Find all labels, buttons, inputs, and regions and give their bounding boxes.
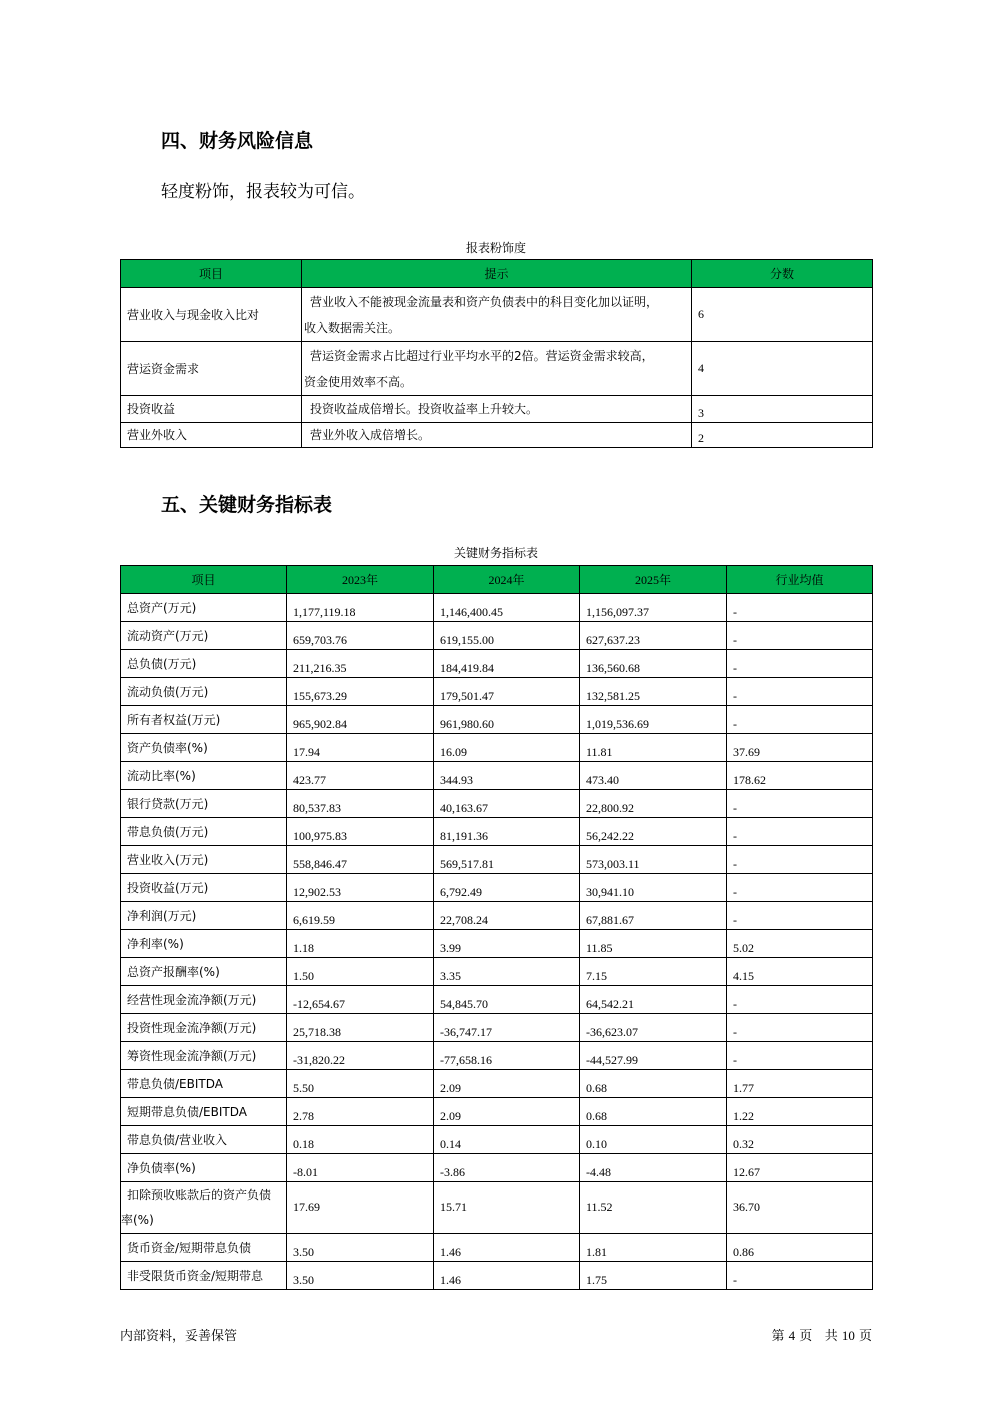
kpi-2024: 1,146,400.45 xyxy=(434,594,580,622)
kpi-2023: 80,537.83 xyxy=(287,790,434,818)
table-row xyxy=(121,930,873,958)
kpi-item: 净利润(万元) xyxy=(121,902,287,930)
kpi-item: 资产负债率(%) xyxy=(121,734,287,762)
kpi-2025: 1.81 xyxy=(580,1234,727,1262)
kpi-item: 流动比率(%) xyxy=(121,762,287,790)
kpi-2024: 0.14 xyxy=(434,1126,580,1154)
kpi-2023: 100,975.83 xyxy=(287,818,434,846)
risk-table-header xyxy=(121,260,873,288)
page-unit: 页 xyxy=(799,1329,813,1344)
kpi-2025: -4.48 xyxy=(580,1154,727,1182)
kpi-item: 总资产报酬率(%) xyxy=(121,958,287,986)
kpi-2024: 961,980.60 xyxy=(434,706,580,734)
kpi-industry-avg: - xyxy=(727,1014,873,1042)
kpi-2025: 1,156,097.37 xyxy=(580,594,727,622)
header-2023: 2023年 xyxy=(287,566,434,594)
kpi-2025: 11.85 xyxy=(580,930,727,958)
table-row xyxy=(121,818,873,846)
risk-hint-line: 营业外收入成倍增长。 xyxy=(310,427,431,442)
kpi-2023: 6,619.59 xyxy=(287,902,434,930)
kpi-2024: 619,155.00 xyxy=(434,622,580,650)
table-row xyxy=(121,1182,873,1234)
kpi-2025: 56,242.22 xyxy=(580,818,727,846)
table-row xyxy=(121,1070,873,1098)
kpi-item: 投资收益(万元) xyxy=(121,874,287,902)
footer-confidential: 内部资料，妥善保管 xyxy=(120,1329,238,1344)
kpi-table-caption: 关键财务指标表 xyxy=(453,546,538,560)
kpi-industry-avg: - xyxy=(727,706,873,734)
kpi-2023: 1.18 xyxy=(287,930,434,958)
risk-hint xyxy=(302,396,692,423)
risk-item: 营运资金需求 xyxy=(121,342,302,396)
kpi-2024: 179,501.47 xyxy=(434,678,580,706)
kpi-2024: 569,517.81 xyxy=(434,846,580,874)
kpi-2023: 3.50 xyxy=(287,1234,434,1262)
table-row xyxy=(121,762,873,790)
kpi-industry-avg: - xyxy=(727,818,873,846)
table-row xyxy=(121,1042,873,1070)
kpi-2025: 1.75 xyxy=(580,1262,727,1290)
risk-score: 3 xyxy=(692,396,873,423)
table-row xyxy=(121,423,873,448)
kpi-2024: 81,191.36 xyxy=(434,818,580,846)
kpi-item: 带息负债(万元) xyxy=(121,818,287,846)
kpi-industry-avg: - xyxy=(727,1042,873,1070)
risk-item: 投资收益 xyxy=(121,396,302,423)
kpi-industry-avg: - xyxy=(727,846,873,874)
kpi-2024: 16.09 xyxy=(434,734,580,762)
table-row xyxy=(121,958,873,986)
kpi-2025: 0.68 xyxy=(580,1070,727,1098)
table-row xyxy=(121,1154,873,1182)
table-row xyxy=(121,902,873,930)
kpi-2023: 2.78 xyxy=(287,1098,434,1126)
kpi-2024: -36,747.17 xyxy=(434,1014,580,1042)
kpi-2023: 558,846.47 xyxy=(287,846,434,874)
kpi-2025: 22,800.92 xyxy=(580,790,727,818)
kpi-2025: 1,019,536.69 xyxy=(580,706,727,734)
kpi-2025: 64,542.21 xyxy=(580,986,727,1014)
risk-summary: 轻度粉饰，报表较为可信。 xyxy=(161,182,365,202)
kpi-item-line: 扣除预收账款后的资产负债 xyxy=(127,1188,272,1202)
kpi-item: 非受限货币资金/短期带息 xyxy=(121,1262,287,1290)
risk-hint xyxy=(302,342,692,396)
risk-score: 2 xyxy=(692,423,873,448)
kpi-2025: -36,623.07 xyxy=(580,1014,727,1042)
table-row xyxy=(121,650,873,678)
kpi-2025: 11.81 xyxy=(580,734,727,762)
risk-hint-line: 营业收入不能被现金流量表和资产负债表中的科目变化加以证明， xyxy=(310,294,659,309)
total-unit: 页 xyxy=(858,1329,872,1344)
table-row xyxy=(121,986,873,1014)
kpi-industry-avg: - xyxy=(727,1262,873,1290)
kpi-2024: 22,708.24 xyxy=(434,902,580,930)
table-row xyxy=(121,734,873,762)
kpi-industry-avg: 36.70 xyxy=(727,1182,873,1234)
kpi-industry-avg: 12.67 xyxy=(727,1154,873,1182)
kpi-item-line: 率(%) xyxy=(121,1213,154,1227)
kpi-item: 投资性现金流净额(万元) xyxy=(121,1014,287,1042)
total-prefix: 共 xyxy=(824,1329,838,1344)
kpi-2023: -8.01 xyxy=(287,1154,434,1182)
kpi-industry-avg: - xyxy=(727,594,873,622)
table-row xyxy=(121,790,873,818)
kpi-industry-avg: 37.69 xyxy=(727,734,873,762)
risk-table-caption: 报表粉饰度 xyxy=(465,241,526,255)
kpi-industry-avg: 178.62 xyxy=(727,762,873,790)
table-row xyxy=(121,342,873,396)
kpi-2023: 423.77 xyxy=(287,762,434,790)
kpi-2023: -12,654.67 xyxy=(287,986,434,1014)
kpi-2023: 965,902.84 xyxy=(287,706,434,734)
risk-table xyxy=(120,259,873,448)
risk-score: 4 xyxy=(692,342,873,396)
kpi-industry-avg: - xyxy=(727,986,873,1014)
kpi-item: 净利率(%) xyxy=(121,930,287,958)
kpi-2023: 211,216.35 xyxy=(287,650,434,678)
table-row xyxy=(121,874,873,902)
kpi-2024: 2.09 xyxy=(434,1070,580,1098)
kpi-2025: 0.10 xyxy=(580,1126,727,1154)
kpi-item: 带息负债/营业收入 xyxy=(121,1126,287,1154)
table-row xyxy=(121,396,873,423)
kpi-2024: 3.99 xyxy=(434,930,580,958)
table-row xyxy=(121,1234,873,1262)
section5-title: 五、关键财务指标表 xyxy=(161,494,333,516)
table-row xyxy=(121,594,873,622)
kpi-item xyxy=(121,1182,287,1234)
kpi-table-header xyxy=(121,566,873,594)
table-row xyxy=(121,288,873,342)
kpi-2023: 659,703.76 xyxy=(287,622,434,650)
kpi-2024: -3.86 xyxy=(434,1154,580,1182)
kpi-item: 短期带息负债/EBITDA xyxy=(121,1098,287,1126)
kpi-item: 总负债(万元) xyxy=(121,650,287,678)
kpi-industry-avg: 4.15 xyxy=(727,958,873,986)
kpi-2025: 627,637.23 xyxy=(580,622,727,650)
kpi-2023: 12,902.53 xyxy=(287,874,434,902)
table-row xyxy=(121,846,873,874)
header-item: 项目 xyxy=(121,260,302,288)
header-2024: 2024年 xyxy=(434,566,580,594)
risk-item: 营业外收入 xyxy=(121,423,302,448)
risk-hint xyxy=(302,423,692,448)
header-item: 项目 xyxy=(121,566,287,594)
header-2025: 2025年 xyxy=(580,566,727,594)
kpi-item: 货币资金/短期带息负债 xyxy=(121,1234,287,1262)
table-row xyxy=(121,1098,873,1126)
kpi-2023: 3.50 xyxy=(287,1262,434,1290)
kpi-2024: 3.35 xyxy=(434,958,580,986)
kpi-2023: 17.94 xyxy=(287,734,434,762)
kpi-2025: 473.40 xyxy=(580,762,727,790)
risk-hint-line: 营运资金需求占比超过行业平均水平的2倍。营运资金需求较高， xyxy=(310,348,654,363)
table-row xyxy=(121,1262,873,1290)
kpi-2023: 0.18 xyxy=(287,1126,434,1154)
kpi-2024: -77,658.16 xyxy=(434,1042,580,1070)
risk-hint-line: 投资收益成倍增长。投资收益率上升较大。 xyxy=(310,402,539,416)
kpi-2025: -44,527.99 xyxy=(580,1042,727,1070)
risk-hint-line: 收入数据需关注。 xyxy=(304,320,401,335)
kpi-industry-avg: - xyxy=(727,622,873,650)
kpi-2025: 11.52 xyxy=(580,1182,727,1234)
header-industry-avg: 行业均值 xyxy=(727,566,873,594)
kpi-2024: 2.09 xyxy=(434,1098,580,1126)
kpi-2024: 15.71 xyxy=(434,1182,580,1234)
table-row xyxy=(121,1014,873,1042)
kpi-industry-avg: 1.77 xyxy=(727,1070,873,1098)
kpi-item: 筹资性现金流净额(万元) xyxy=(121,1042,287,1070)
kpi-item: 带息负债/EBITDA xyxy=(121,1070,287,1098)
kpi-2024: 184,419.84 xyxy=(434,650,580,678)
kpi-industry-avg: - xyxy=(727,902,873,930)
kpi-2023: 1.50 xyxy=(287,958,434,986)
kpi-2025: 7.15 xyxy=(580,958,727,986)
risk-item: 营业收入与现金收入比对 xyxy=(121,288,302,342)
kpi-2025: 136,560.68 xyxy=(580,650,727,678)
kpi-2024: 6,792.49 xyxy=(434,874,580,902)
page-total: 10 xyxy=(841,1328,855,1343)
kpi-2023: 5.50 xyxy=(287,1070,434,1098)
kpi-2023: -31,820.22 xyxy=(287,1042,434,1070)
kpi-item: 净负债率(%) xyxy=(121,1154,287,1182)
kpi-item: 营业收入(万元) xyxy=(121,846,287,874)
kpi-industry-avg: 5.02 xyxy=(727,930,873,958)
kpi-2025: 67,881.67 xyxy=(580,902,727,930)
kpi-2024: 344.93 xyxy=(434,762,580,790)
kpi-item: 流动资产(万元) xyxy=(121,622,287,650)
kpi-item: 总资产(万元) xyxy=(121,594,287,622)
kpi-industry-avg: - xyxy=(727,678,873,706)
header-hint: 提示 xyxy=(302,260,692,288)
kpi-2025: 0.68 xyxy=(580,1098,727,1126)
kpi-2024: 1.46 xyxy=(434,1262,580,1290)
section4-title: 四、财务风险信息 xyxy=(161,130,314,152)
kpi-item: 银行贷款(万元) xyxy=(121,790,287,818)
header-score: 分数 xyxy=(692,260,873,288)
kpi-2024: 40,163.67 xyxy=(434,790,580,818)
kpi-item: 经营性现金流净额(万元) xyxy=(121,986,287,1014)
kpi-industry-avg: 0.32 xyxy=(727,1126,873,1154)
footer-page-number xyxy=(771,1325,872,1344)
kpi-2025: 573,003.11 xyxy=(580,846,727,874)
page-current: 4 xyxy=(788,1328,796,1343)
kpi-industry-avg: 0.86 xyxy=(727,1234,873,1262)
table-row xyxy=(121,1126,873,1154)
kpi-2025: 132,581.25 xyxy=(580,678,727,706)
kpi-2024: 54,845.70 xyxy=(434,986,580,1014)
kpi-table xyxy=(120,565,873,1290)
kpi-item: 流动负债(万元) xyxy=(121,678,287,706)
risk-score: 6 xyxy=(692,288,873,342)
kpi-industry-avg: 1.22 xyxy=(727,1098,873,1126)
risk-hint xyxy=(302,288,692,342)
kpi-2023: 1,177,119.18 xyxy=(287,594,434,622)
kpi-2023: 25,718.38 xyxy=(287,1014,434,1042)
table-row xyxy=(121,622,873,650)
kpi-industry-avg: - xyxy=(727,874,873,902)
kpi-industry-avg: - xyxy=(727,650,873,678)
risk-hint-line: 资金使用效率不高。 xyxy=(304,374,413,389)
page-prefix: 第 xyxy=(771,1329,785,1344)
kpi-2025: 30,941.10 xyxy=(580,874,727,902)
kpi-2024: 1.46 xyxy=(434,1234,580,1262)
table-row xyxy=(121,678,873,706)
kpi-2023: 155,673.29 xyxy=(287,678,434,706)
table-row xyxy=(121,706,873,734)
kpi-item: 所有者权益(万元) xyxy=(121,706,287,734)
kpi-2023: 17.69 xyxy=(287,1182,434,1234)
kpi-industry-avg: - xyxy=(727,790,873,818)
